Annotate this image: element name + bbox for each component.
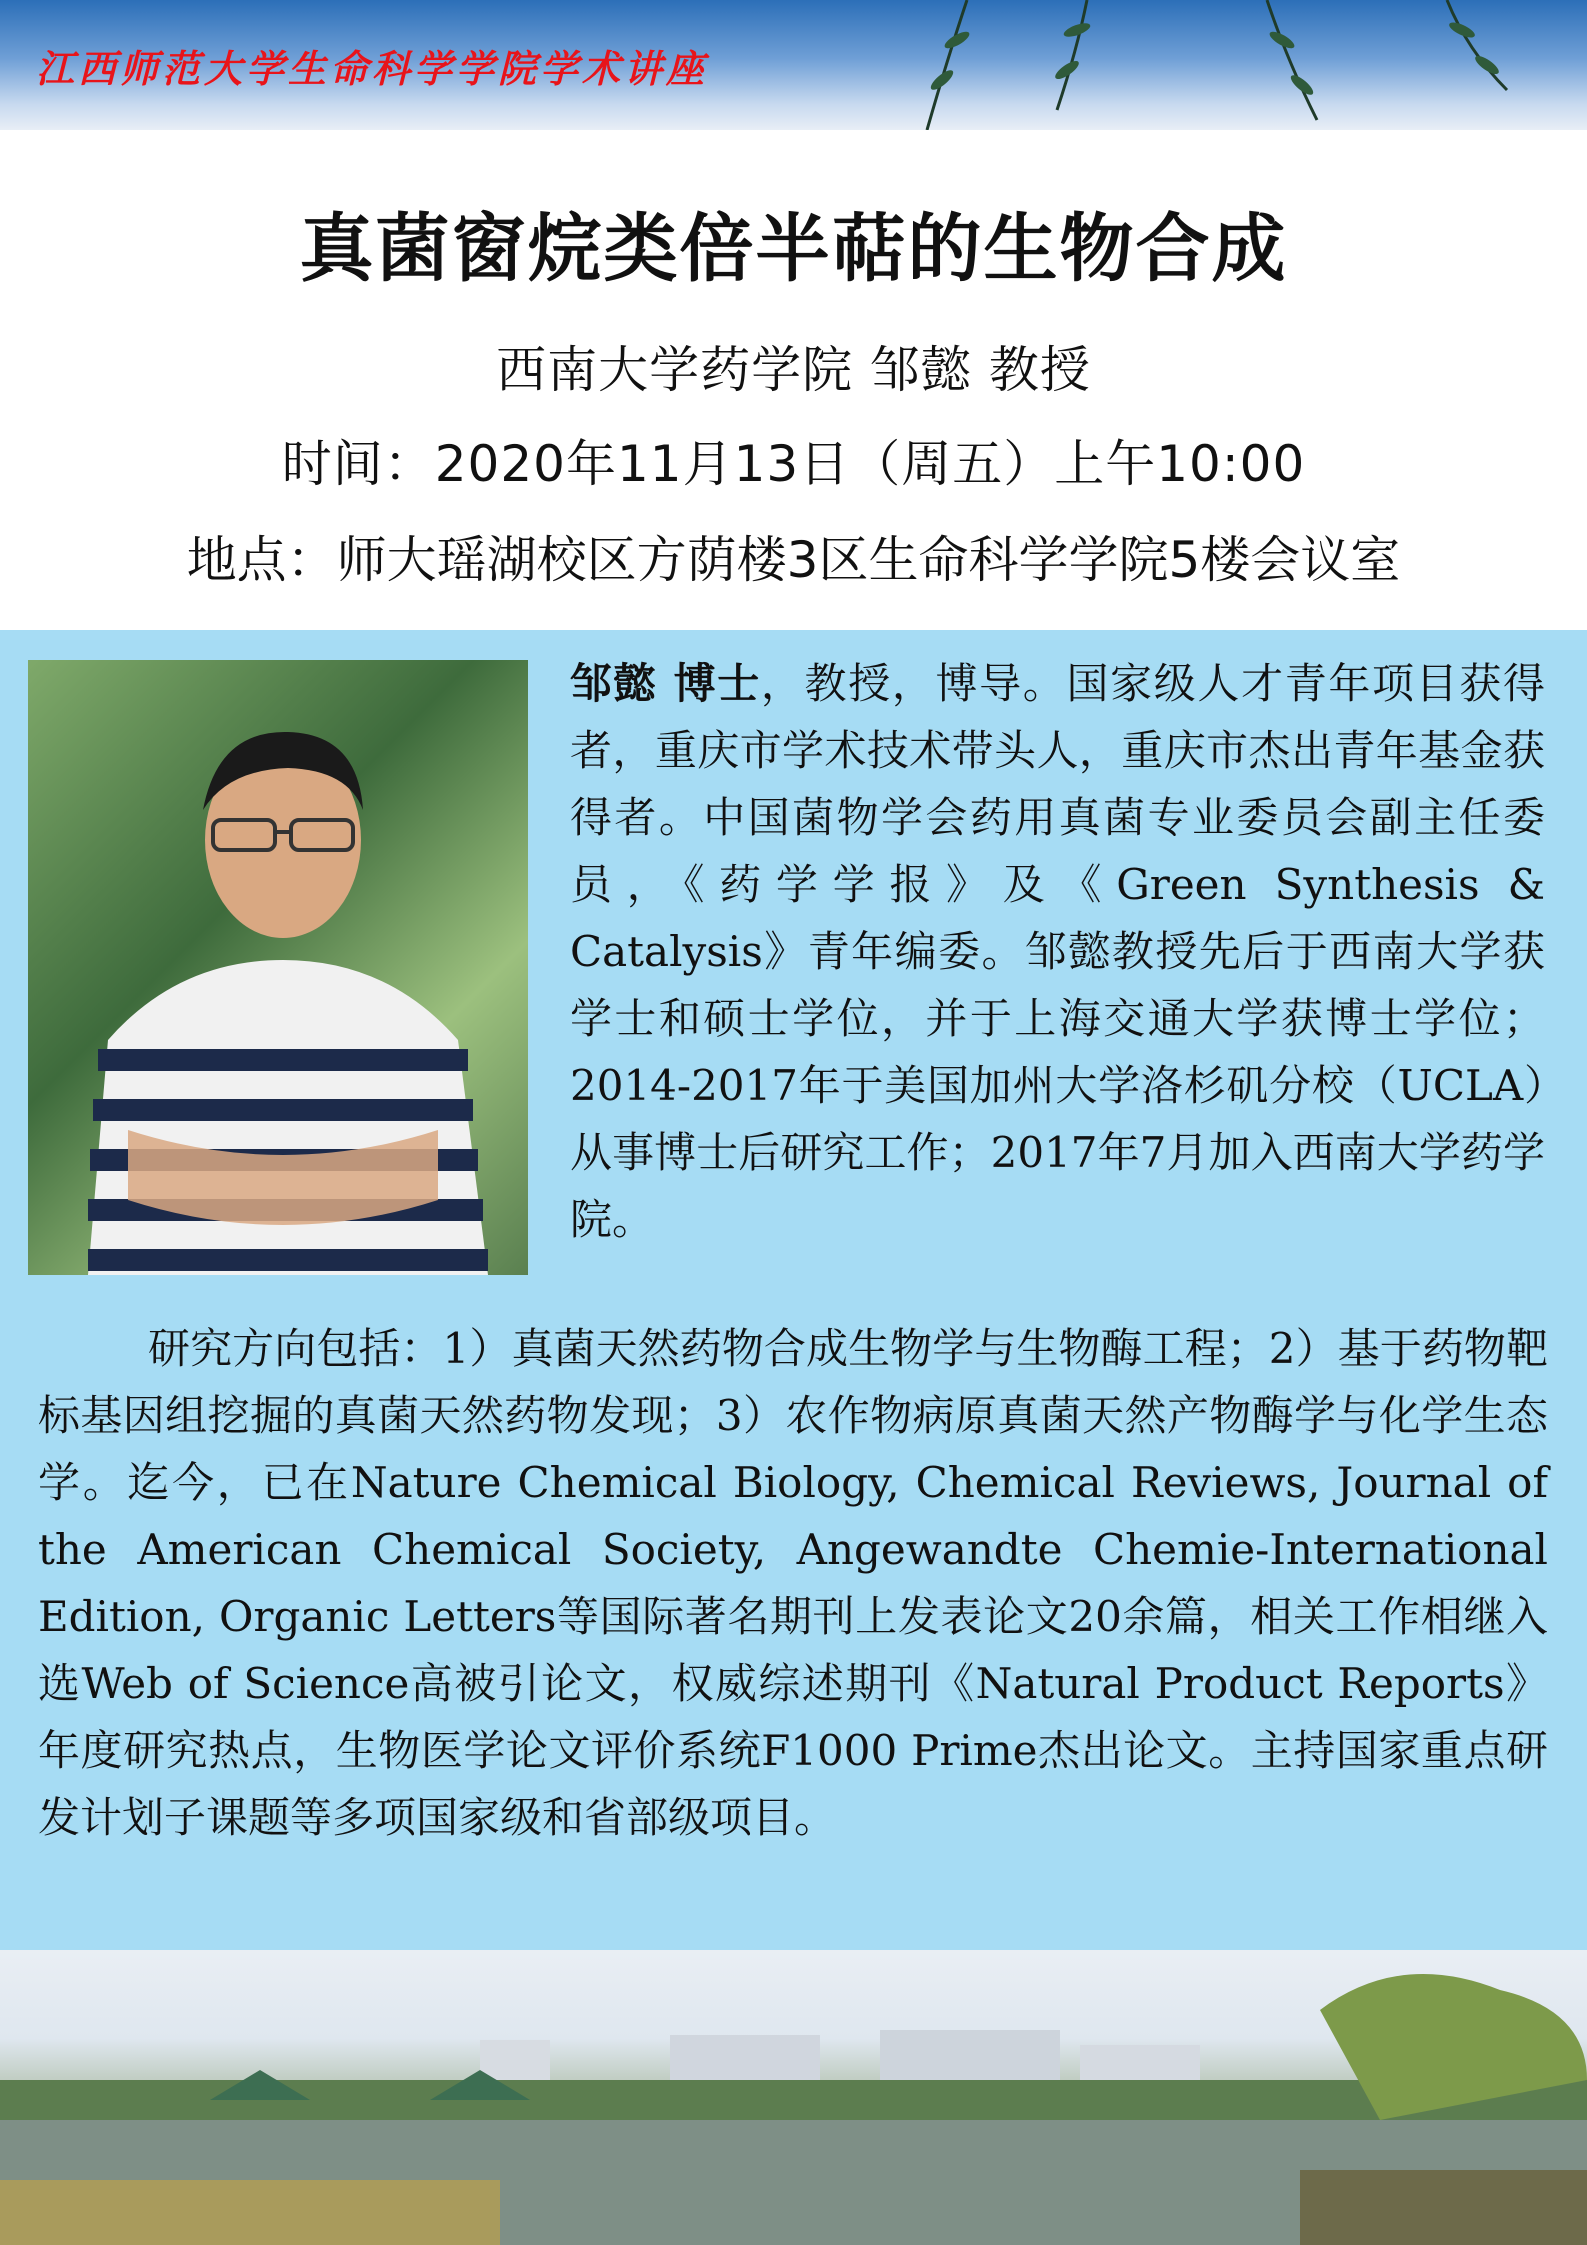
speaker-line: 西南大学药学院 邹懿 教授 bbox=[496, 341, 1091, 399]
header-banner bbox=[0, 0, 1587, 130]
speaker-name: 邹懿 博士 bbox=[570, 659, 761, 708]
bio-intro-text: ，教授，博导。国家级人才青年项目获得者，重庆市学术技术带头人，重庆市杰出青年基金获得者。中国菌物学会药用真菌专业委员会副主任委员，《药学学报》及《Green Synthesis & Catalysis》青年编委。邹懿教授先后于西南大学获学士和硕士学位，并于上海交通大学获博士学位；2014-2017年于美国加州大学洛杉矶分校（UCLA）从事博士后研究工作；2017年7月加入西南大学药学院。 bbox=[570, 659, 1545, 1244]
college-name: 江西师范大学生命科学学院学术讲座 bbox=[36, 46, 709, 91]
campus-lake-image bbox=[0, 1950, 1587, 2245]
willow-branches-illustration bbox=[887, 0, 1587, 130]
speaker-photo-illustration bbox=[28, 660, 528, 1275]
speaker-photo bbox=[28, 660, 528, 1275]
campus-lake-illustration bbox=[0, 1950, 1587, 2245]
lecture-title: 真菌窗烷类倍半萜的生物合成 bbox=[299, 206, 1288, 292]
lecture-time: 时间：2020年11月13日（周五）上午10:00 bbox=[281, 435, 1306, 493]
research-description: 研究方向包括：1）真菌天然药物合成生物学与生物酶工程；2）基于药物靶标基因组挖掘的真菌天然药物发现；3）农作物病原真菌天然产物酶学与化学生态学。迄今，已在Nature Chemical Biology, Chemical Reviews, Journal of the American Chemical Society, Angewandte Chemie-International Edition, Organic Letters等国际著名期刊上发表论文20余篇，相关工作相继入选Web of Science高被引论文，权威综述期刊《Natural Product Reports》年度研究热点，生物医学论文评价系统F1000 Prime杰出论文。主持国家重点研发计划子课题等多项国家级和省部级项目。 bbox=[38, 1324, 1548, 1842]
lecture-place: 地点：师大瑶湖校区方荫楼3区生命科学学院5楼会议室 bbox=[186, 531, 1401, 589]
bio-intro bbox=[570, 650, 1545, 1253]
bio-section bbox=[0, 630, 1587, 1950]
